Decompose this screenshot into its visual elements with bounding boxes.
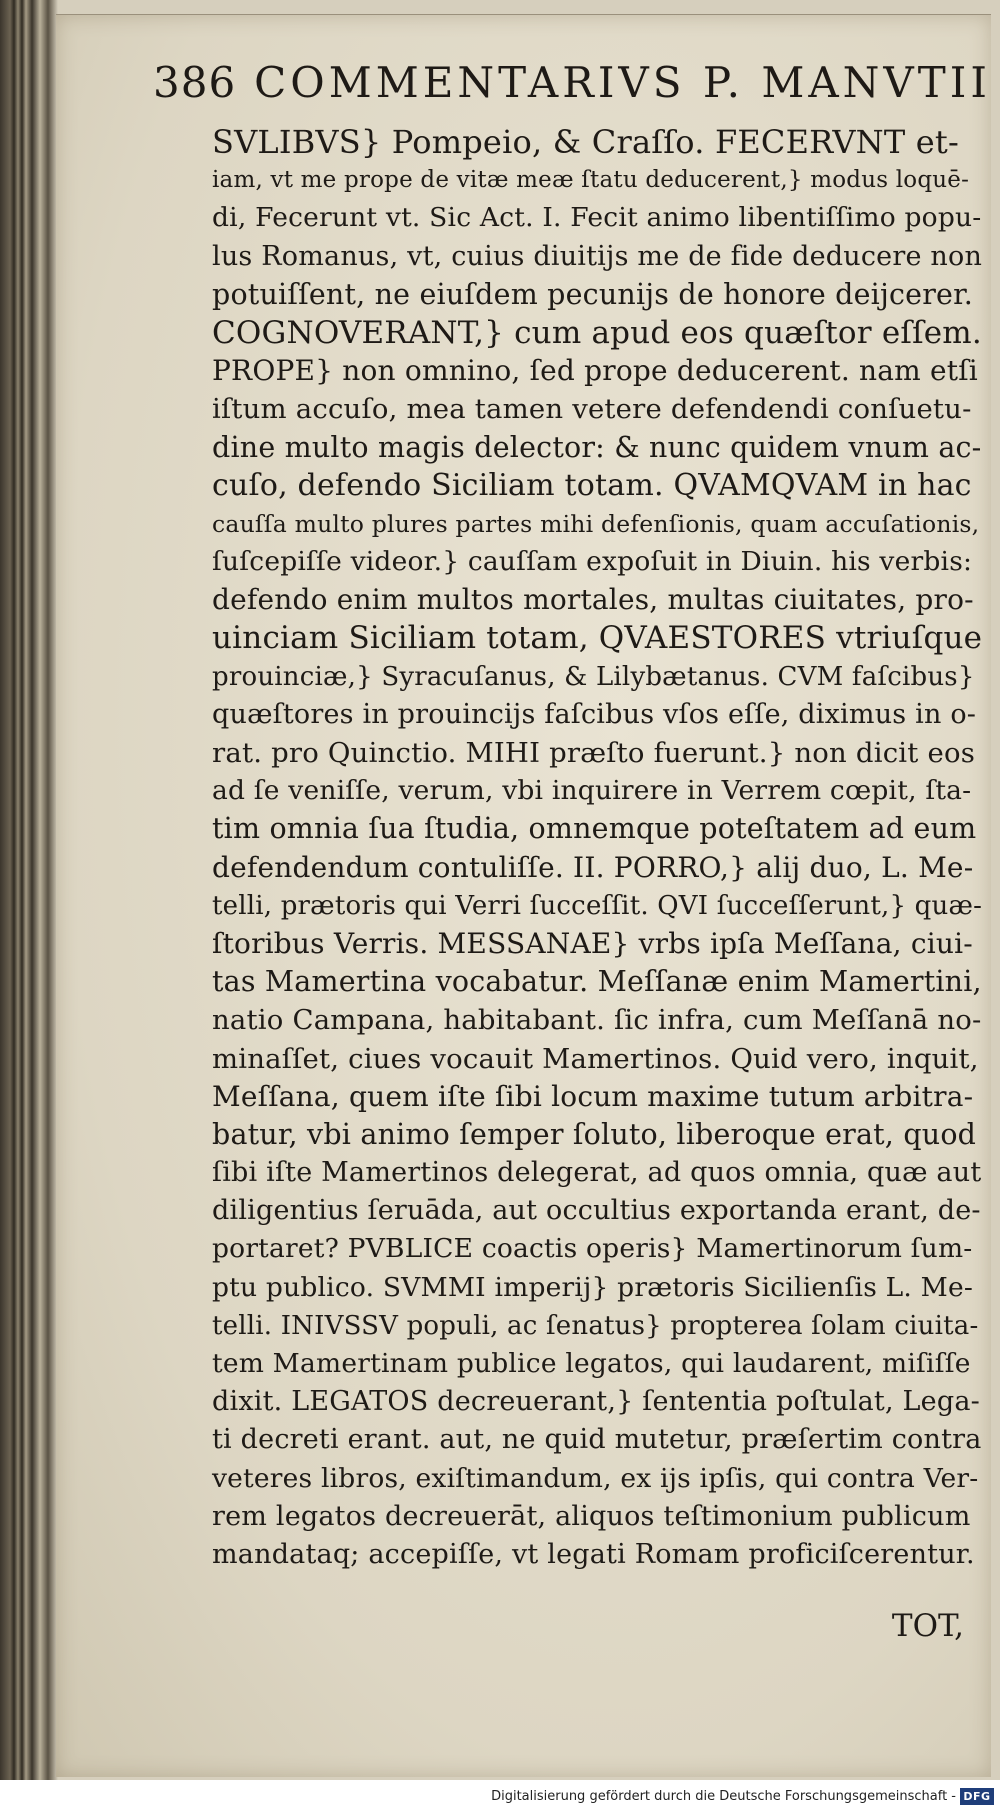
text-line: defendendum contuliſſe. II. PORRO,} alij duo, L. Me- (212, 850, 974, 884)
text-line: rat. pro Quinctio. MIHI præſto fuerunt.} non dicit eos (212, 737, 976, 769)
text-line: lus Romanus, vt, cuius diuitijs me de fide deducere non (212, 240, 983, 272)
text-line: SVLIBVS} Pompeio, & Craſſo. FECERVNT et- (212, 123, 959, 161)
text-line: dixit. LEGATOS decreuerant,} ſententia poſtulat, Lega- (212, 1386, 980, 1418)
page-number: 386 (153, 58, 237, 107)
text-line: di, Fecerunt vt. Sic Act. I. Fecit animo libentiſſimo popu- (212, 202, 982, 234)
footer-bar (0, 1780, 1000, 1810)
dfg-logo: DFG (960, 1788, 994, 1805)
text-line: cauſſa multo plures partes mihi defenſionis, quam accuſationis, (212, 509, 980, 538)
text-line: telli. INIVSSV populi, ac ſenatus} propterea ſolam ciuita- (212, 1310, 979, 1341)
text-line: ſuſcepiſſe videor.} cauſſam expoſuit in Diuin. his verbis: (212, 546, 973, 578)
running-title: COMMENTARIVS P. MANVTII (254, 58, 991, 107)
footer-credit: Digitalisierung gefördert durch die Deutsche Forschungsgemeinschaft - (491, 1789, 956, 1804)
text-line: portaret? PVBLICE coactis operis} Mamertinorum ſum- (212, 1233, 973, 1265)
text-line: COGNOVERANT,} cum apud eos quæſtor eſſem. (212, 314, 982, 351)
text-line: cuſo, defendo Siciliam totam. QVAMQVAM in hac (212, 467, 972, 503)
text-line: ptu publico. SVMMI imperij} prætoris Sicilienſis L. Me- (212, 1271, 974, 1303)
commentary-text (212, 123, 982, 1574)
text-line: iſtum accuſo, mea tamen vetere defendendi conſuetu- (212, 393, 972, 426)
text-line: tas Mamertina vocabatur. Meſſanæ enim Mamertini, (212, 965, 982, 999)
text-line: ad ſe veniſſe, verum, vbi inquirere in Verrem cœpit, ſta- (212, 775, 972, 807)
catchword: TOT, (891, 1608, 964, 1644)
text-line: ſtoribus Verris. MESSANAE} vrbs ipſa Meſſana, ciui- (212, 926, 973, 960)
text-line: ti decreti erant. aut, ne quid mutetur, præſertim contra (212, 1424, 982, 1456)
text-line: diligentius ſeruāda, aut occultius exportanda erant, de- (212, 1195, 981, 1227)
text-line: defendo enim multos mortales, multas ciuitates, pro- (212, 583, 974, 617)
text-line: quæſtores in prouincijs faſcibus vſos eſſe, diximus in o- (212, 698, 977, 730)
text-line: tim omnia ſua ſtudia, omnemque poteſtatem ad eum (212, 812, 977, 846)
page-header (153, 58, 991, 122)
text-line: uinciam Siciliam totam, QVAESTORES vtriuſque (212, 620, 983, 657)
text-line: natio Campana, habitabant. ſic infra, cum Meſſanā no- (212, 1004, 982, 1037)
text-line: iam, vt me prope de vitæ meæ ſtatu deducerent,} modus loquē- (212, 167, 970, 194)
text-line: tem Mamertinam publice legatos, qui laudarent, miſiſſe (212, 1348, 971, 1379)
text-line: ſibi iſte Mamertinos delegerat, ad quos omnia, quæ aut (212, 1157, 982, 1189)
text-line: telli, prætoris qui Verri ſucceſſit. QVI ſucceſſerunt,} quæ- (212, 890, 983, 921)
text-line: PROPE} non omnino, ſed prope deducerent. nam etſi (212, 354, 978, 388)
text-line: minaſſet, ciues vocauit Mamertinos. Quid vero, inquit, (212, 1042, 979, 1075)
text-line: prouinciæ,} Syracuſanus, & Lilybætanus. CVM faſcibus} (212, 661, 975, 692)
text-line: rem legatos decreuerāt, aliquos teſtimonium publicum (212, 1500, 971, 1532)
text-line: batur, vbi animo ſemper ſoluto, liberoque erat, quod (212, 1117, 977, 1151)
text-line: Meſſana, quem iſte ſibi locum maxime tutum arbitra- (212, 1079, 974, 1113)
text-line: veteres libros, exiſtimandum, ex ijs ipſis, qui contra Ver- (212, 1462, 979, 1494)
text-line: potuiſſent, ne eiuſdem pecunijs de honore deijcerer. (212, 277, 974, 311)
text-line: dine multo magis delector: & nunc quidem vnum ac- (212, 430, 982, 464)
text-line: mandataq; accepiſſe, vt legati Romam proficiſcerentur. (212, 1538, 975, 1570)
